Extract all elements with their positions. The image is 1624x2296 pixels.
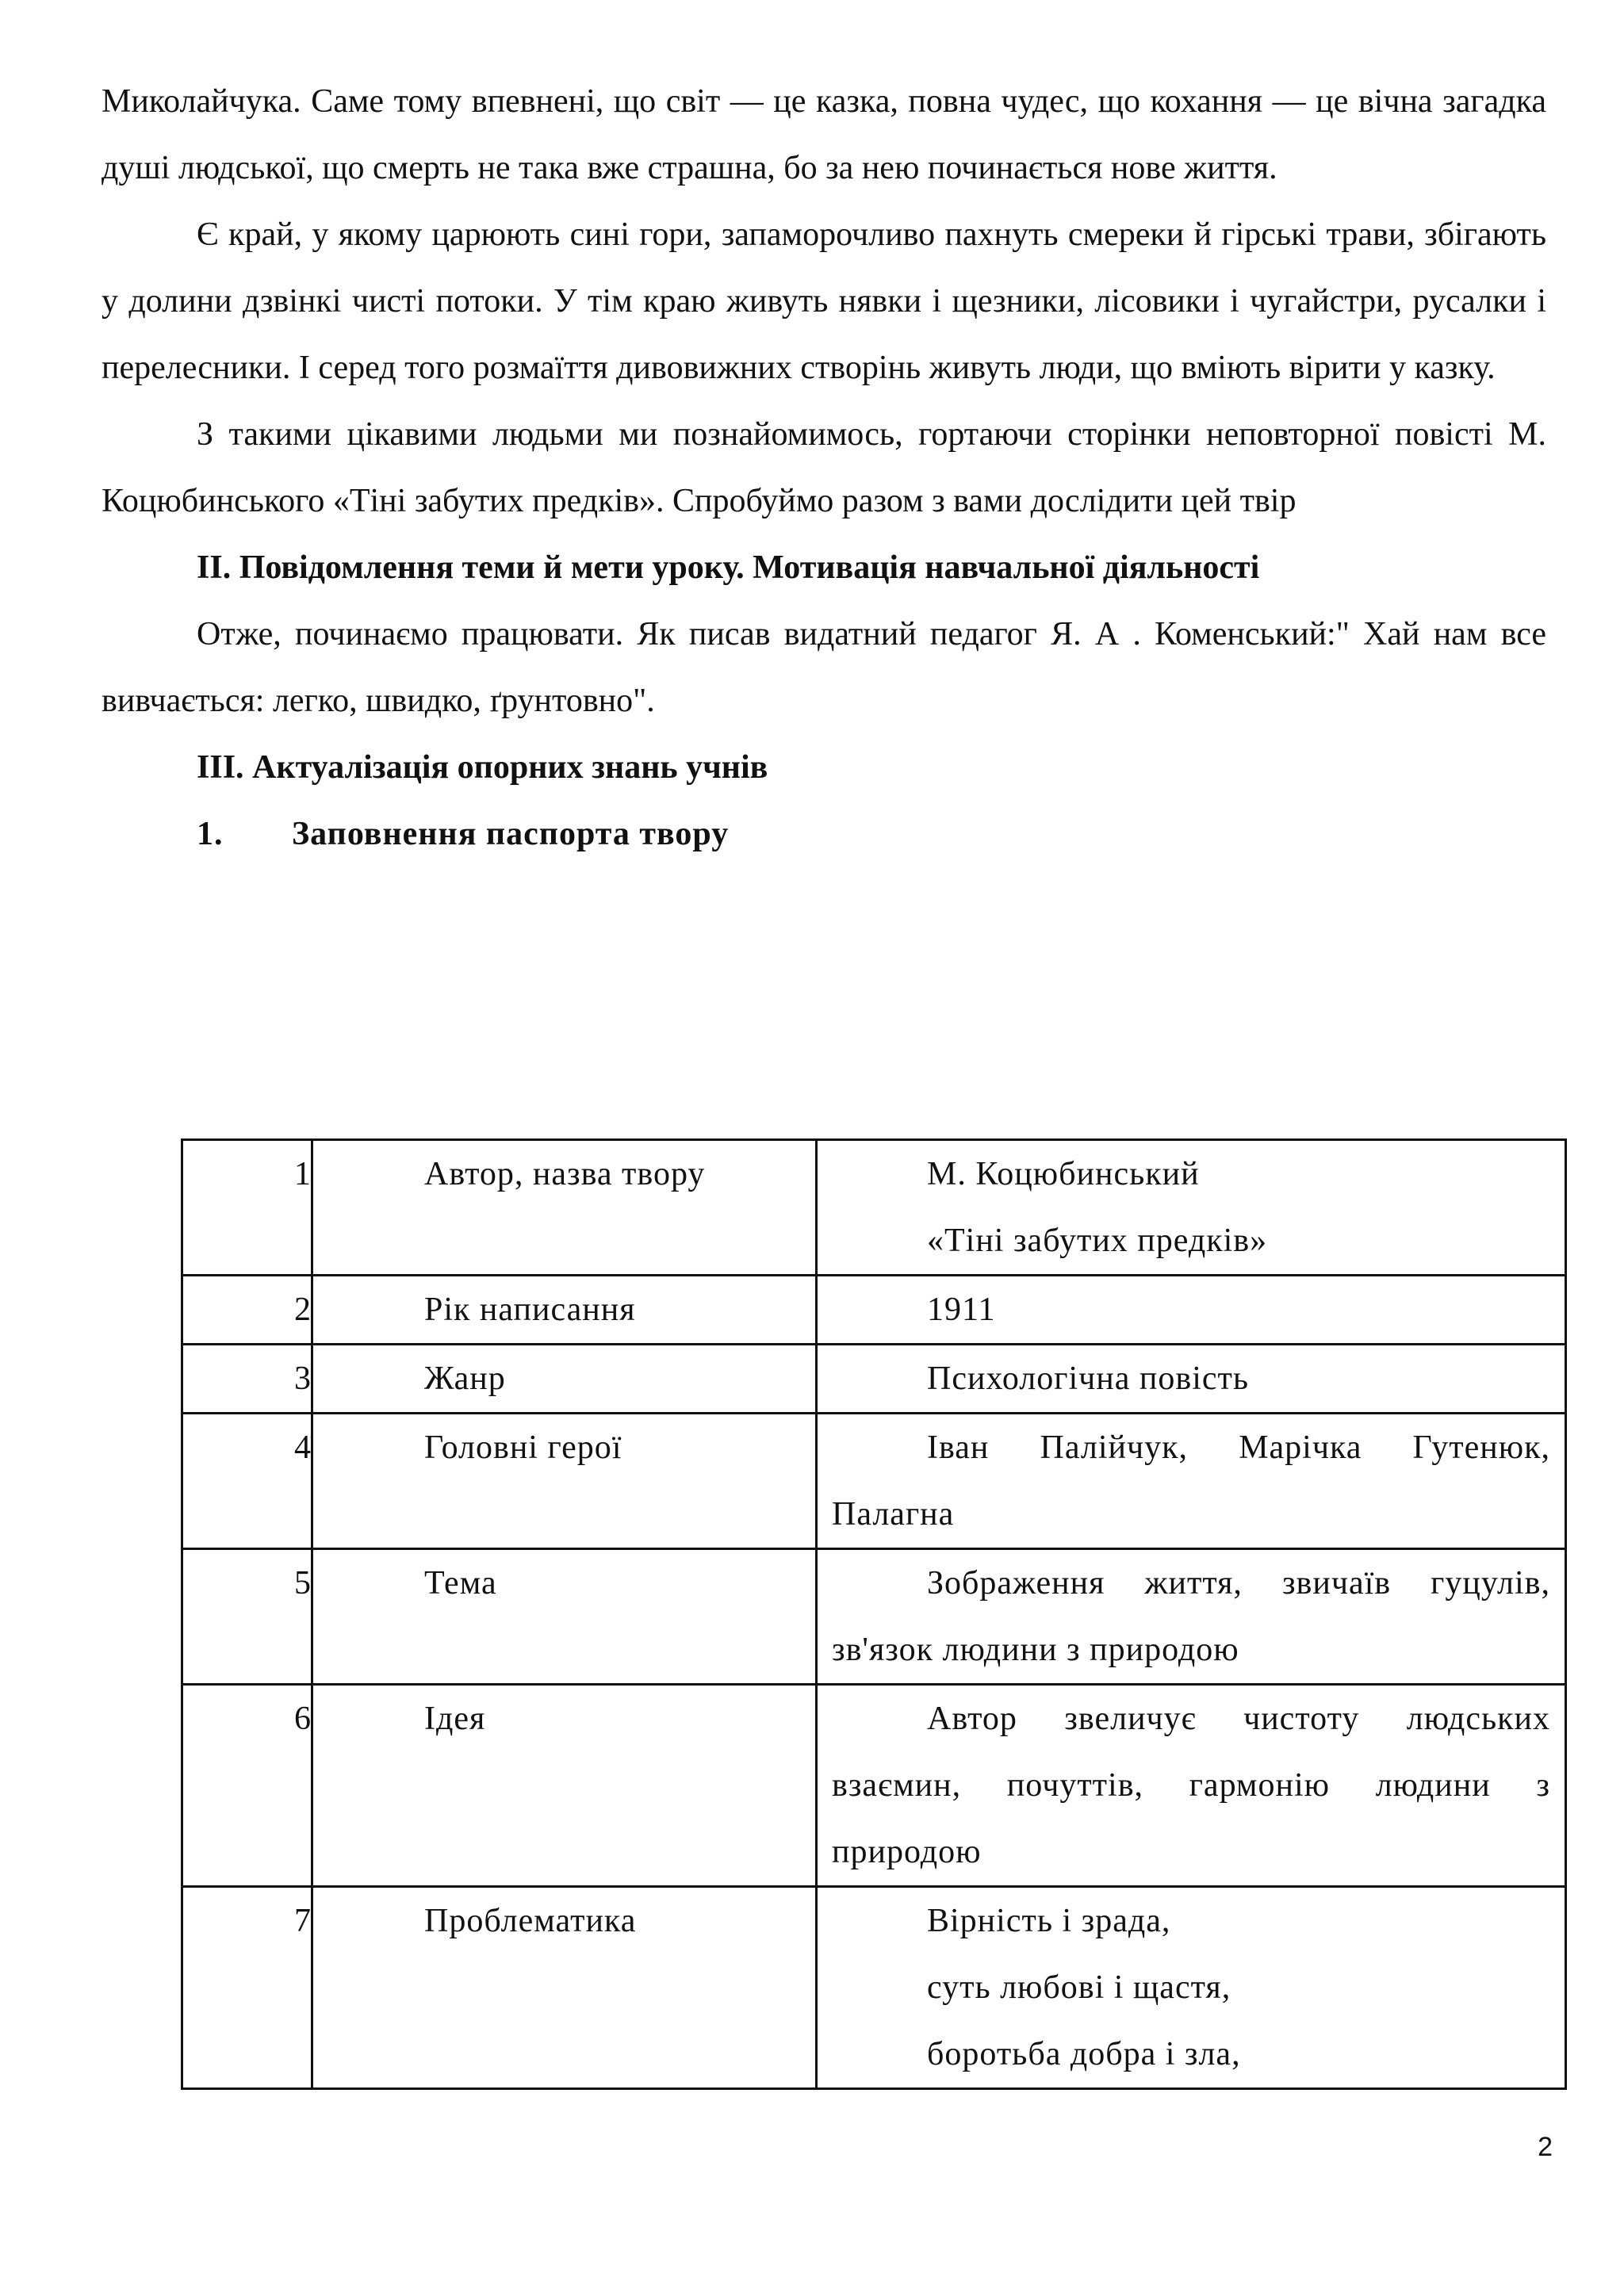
table-row	[182, 1685, 1566, 1887]
row-number-cell: 6	[182, 1685, 312, 1887]
row-number-cell: 1	[182, 1140, 312, 1276]
field-name-cell: Ідея	[312, 1685, 817, 1887]
field-value-cell: Вірність і зрада, суть любові і щастя, боротьба добра і зла,	[817, 1887, 1566, 2089]
row-number-cell: 2	[182, 1276, 312, 1345]
row-number-cell: 7	[182, 1887, 312, 2089]
section-heading-2: ІІ. Повідомлення теми й мети уроку. Мотивація навчальної діяльності	[197, 549, 1260, 586]
field-value-cell: Зображення життя, звичаїв гуцулів, зв'язок людини з природою	[817, 1549, 1566, 1685]
subheading-text: Заповнення паспорта твору	[292, 816, 730, 852]
row-number-cell: 3	[182, 1345, 312, 1414]
body-text	[102, 68, 1546, 867]
row-number-cell: 4	[182, 1414, 312, 1549]
row-number-cell: 5	[182, 1549, 312, 1685]
section-heading-3: ІІІ. Актуалізація опорних знань учнів	[197, 749, 768, 786]
table-row	[182, 1276, 1566, 1345]
paragraph-3: З такими цікавими людьми ми познайомимось, гортаючи сторінки неповторної повісті М. Коцюбинського «Тіні забутих предків». Спробуймо разом з вами дослідити цей твір	[102, 416, 1546, 519]
work-passport-table	[181, 1138, 1567, 2090]
field-value-cell: М. Коцюбинський «Тіні забутих предків»	[817, 1140, 1566, 1276]
table-row	[182, 1345, 1566, 1414]
field-value-cell: Психологічна повість	[817, 1345, 1566, 1414]
table-row	[182, 1140, 1566, 1276]
page-number: 2	[1538, 2132, 1553, 2162]
field-name-cell: Головні герої	[312, 1414, 817, 1549]
paragraph-4: Отже, починаємо працювати. Як писав видатний педагог Я. А . Коменський:" Хай нам все вивчається: легко, швидко, ґрунтовно".	[102, 616, 1546, 719]
subheading-number: 1.	[197, 816, 224, 852]
field-name-cell: Жанр	[312, 1345, 817, 1414]
table-row	[182, 1414, 1566, 1549]
field-value-cell: Автор звеличує чистоту людських взаємин, почуттів, гармонію людини з природою	[817, 1685, 1566, 1887]
field-value-cell: 1911	[817, 1276, 1566, 1345]
field-value-cell: Іван Палійчук, Марічка Гутенюк, Палагна	[817, 1414, 1566, 1549]
field-name-cell: Тема	[312, 1549, 817, 1685]
subheading-1	[102, 801, 1546, 867]
field-name-cell: Проблематика	[312, 1887, 817, 2089]
field-name-cell: Автор, назва твору	[312, 1140, 817, 1276]
table-row	[182, 1549, 1566, 1685]
paragraph-2: Є край, у якому царюють сині гори, запаморочливо пахнуть смереки й гірські трави, збігають у долини дзвінкі чисті потоки. У тім краю живуть нявки і щезники, лісовики і чугайстри, русалки і перелесники. І серед того розмаїття дивовижних створінь живуть люди, що вміють вірити у казку.	[102, 216, 1546, 386]
paragraph-1: Миколайчука. Саме тому впевнені, що світ — це казка, повна чудес, що кохання — це вічна загадка душі людської, що смерть не така вже страшна, бо за нею починається нове життя.	[102, 83, 1546, 186]
field-name-cell: Рік написання	[312, 1276, 817, 1345]
table-row	[182, 1887, 1566, 2089]
